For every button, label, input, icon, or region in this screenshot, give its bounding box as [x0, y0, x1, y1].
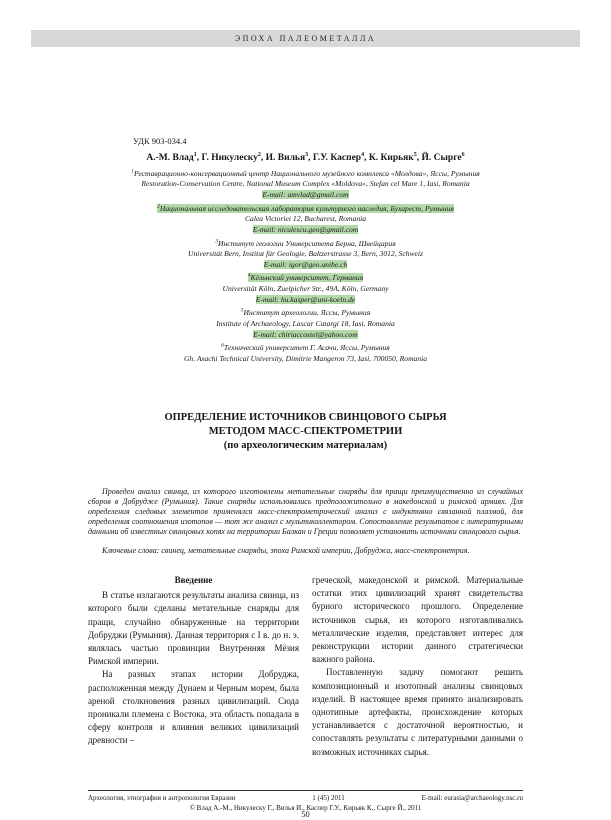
issue-info: 1 (45) 2011 — [312, 794, 345, 802]
affiliation-line: E-mail: hu.kasper@uni-koeln.de — [255, 295, 356, 305]
title-line-1: ОПРЕДЕЛЕНИЕ ИСТОЧНИКОВ СВИНЦОВОГО СЫРЬЯ — [164, 411, 447, 423]
author-affiliation-ref: 1 — [193, 152, 197, 158]
body-paragraph: На разных этапах истории Добруджа, расположенная между Дунаем и Черным морем, была ареной столкновения разных цивилизаций. Сюда проникали племена с Востока, эта область попадала в сферу контроля и влияния великих цивилизаций древности – — [88, 669, 299, 746]
affiliation-line: $^6$Технический университет Г. Асачи, Яссы, Румыния — [221, 342, 390, 353]
author-affiliation-ref: 4 — [361, 152, 365, 158]
left-paragraphs — [88, 589, 299, 747]
journal-email: E-mail: eurasia@archaeology.nsc.ru — [421, 794, 523, 802]
affiliations — [88, 166, 523, 365]
left-column — [88, 574, 299, 759]
body-paragraph: греческой, македонской и римской. Материальные остатки этих цивилизаций хранят свидетельства бурного исторического прошлого. Определение источников сырья, из которого изготавливались металлические изделия, представляет интерес для реконструкции истории данного стратегически важного района. — [312, 574, 523, 665]
body-columns — [88, 574, 523, 759]
body-paragraph: В статье излагаются результаты анализа свинца, из которого были сделаны метательные снаряды для пращи, случайно обнаруженные на территории Добруджи (Румыния). Данная территория с I в. до н. э. являлась частью провинции Внутренняя Мёзия Римской империи. — [88, 590, 299, 667]
affiliation-line: Institute of Archaeology, Lascar Catargi 18, Iasi, Romania — [216, 319, 395, 329]
right-paragraphs — [312, 574, 523, 759]
title-line-3: (по археологическим материалам) — [223, 439, 388, 451]
affiliation-line: Gh. Asachi Technical University, Dimitrie Mangeron 73, Iasi, 700050, Romania — [183, 354, 428, 364]
journal-name: Археология, этнография и антропология Евразии — [88, 794, 236, 802]
article-content — [88, 136, 523, 759]
right-column — [312, 574, 523, 759]
affiliation-line: E-mail: niculescu.geo@gmail.com — [252, 225, 359, 235]
section-heading: Введение — [174, 574, 213, 585]
footer-row — [88, 794, 523, 804]
page-number: 50 — [301, 809, 310, 819]
affiliation-line: Restoration-Conservation Centre, National Museum Complex «Moldova», Stefan cel Mare 1, Iasi, Romania — [141, 179, 470, 189]
affiliation-line: E-mail: igor@geo.unibe.ch — [263, 260, 348, 270]
author-affiliation-ref: 2 — [257, 152, 261, 158]
affiliation-line: E-mail: amvlad@gmail.com — [262, 190, 349, 200]
affiliation-line: $^2$Национальная исследовательская лаборатория культурного наследия, Бухарест, Румыния — [157, 203, 454, 213]
author-affiliation-ref: 6 — [461, 152, 465, 158]
affiliation-line: Universität Bern, Institut für Geologie, Baltzerstrasse 3, Bern, 3012, Schweiz — [188, 249, 423, 259]
article-title — [88, 411, 523, 453]
title-line-2: МЕТОДОМ МАСС-СПЕКТРОМЕТРИИ — [208, 425, 403, 437]
abstract-text: Проведен анализ свинца, из которого изготовлены метательные снаряды для пращи преимущественно из случайных сборов в Добрудже (Румыния). Такие снаряды использовались предположительно в македонской и римской армиях. Для определения следовых элементов применялся масс-спектрометрический анализ с индуктивно связанной плазмой, для определения соотношения изотопов — тот же анализ с мультиколлектором. Сопоставление результатов с литературными данными об известных свинцовых копях на территории Балкан и Греции позволяет установить источники свинцового сырья. — [88, 486, 523, 536]
affiliation-line: $^5$Институт археологии, Яссы, Румыния — [240, 307, 371, 318]
affiliation-line: $^3$Институт геологии Университета Берна, Швейцария — [215, 238, 396, 248]
epoch-banner: ЭПОХА ПАЛЕОМЕТАЛЛА — [31, 30, 580, 47]
udc-label: УДК 903-034.4 — [133, 136, 187, 146]
body-paragraph: Поставленную задачу помогают решить композиционный и изотопный анализы свинцовых изделий. В настоящее время принято анализировать однотипные артефакты, происхождение которых устанавливается с достаточной вероятностью, и сопоставлять результаты с литературными данными о возможных источниках сырья. — [312, 667, 523, 757]
affiliation-line: $^1$Реставрационно-консервационный центр Национального музейного комплекса «Молдова», Яссы, Румыния — [131, 168, 480, 178]
author-affiliation-ref: 3 — [305, 152, 309, 158]
abstract-block — [88, 487, 523, 556]
affiliation-line: Calea Victoriei 12, Bucharest, Romania — [244, 214, 367, 224]
authors-line: А.-М. Влад$^1$, Г. Никулеску$^2$, И. Вилья$^3$, Г.У. Каспер$^4$, К. Кирьяк$^5$, Й. Сырге$^6$ — [146, 152, 465, 164]
affiliation-line: Universität Köln, Zuelpicher Str., 49A, Köln, Germany — [222, 284, 389, 294]
author-affiliation-ref: 5 — [413, 152, 417, 158]
affiliation-line: $^4$Кёльнский университет, Германия — [247, 272, 364, 283]
keywords-line: Ключевые слова: свинец, метательные снаряды, эпоха Римской империи, Добруджа, масс-спектрометрия. — [102, 545, 470, 555]
copyright-line: © Влад А.-М., Никулеску Г., Вилья И., Каспер Г.У., Кирьяк К., Сырге Й., 2011 — [189, 803, 422, 812]
affiliation-line: E-mail: chiriaccostel@yahoo.com — [253, 329, 358, 339]
